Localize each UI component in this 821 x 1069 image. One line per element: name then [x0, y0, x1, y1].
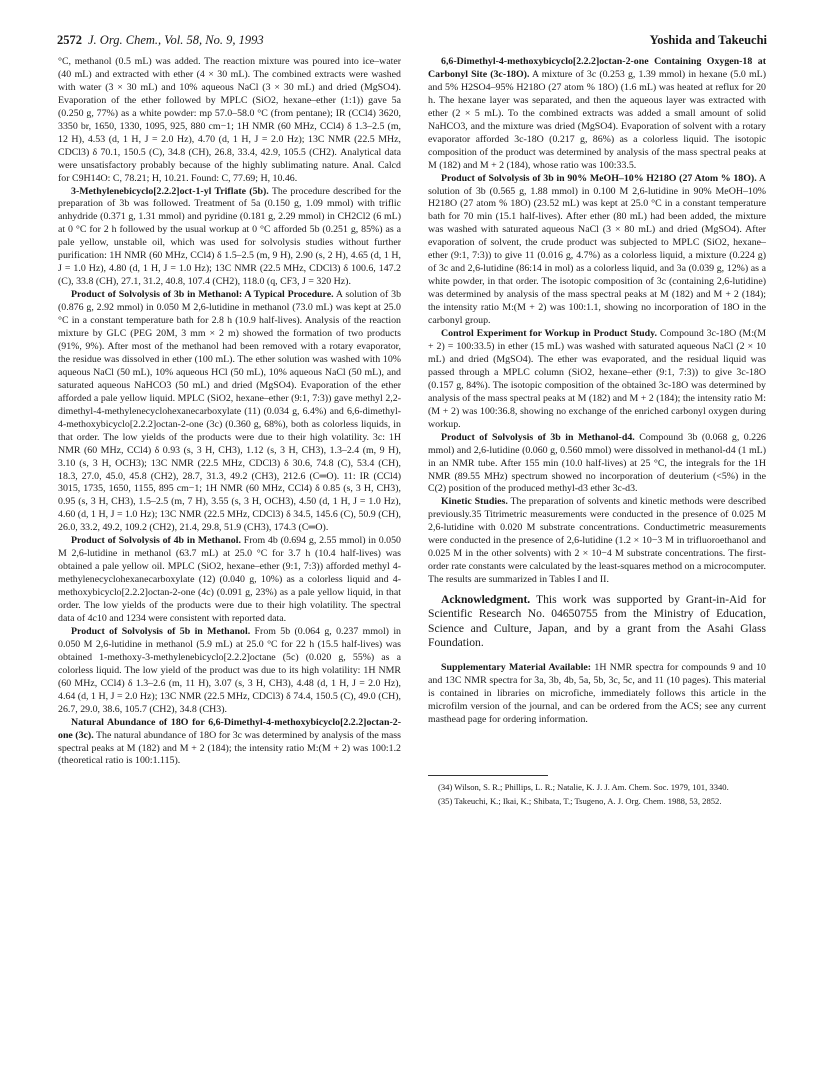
paragraph-heading: Product of Solvolysis of 3b in Methanol-d4.	[441, 431, 635, 443]
paragraph-text: °C, methanol (0.5 mL) was added. The reaction mixture was poured into ice–water (40 mL) and extracted with ether (4 × 30 mL). The combined extracts were washed with water (3 × 30 mL) and 10% aqueous NaCl (3 × 30 mL) and dried (MgSO4). Evaporation of the ether followed by MPLC (SiO2, hexane–ether (1:1)) gave 5a (0.250 g, 77%) as a white powder: mp 57.0–58.0 °C (from pentane); IR (CCl4) 3620, 3350 br, 1650, 1330, 1095, 925, 880 cm−1; 1H NMR (60 MHz, CCl4) δ 1.3–2.5 (m, 12 H), 4.53 (d, 1 H, J = 2.0 Hz), 4.70 (d, 1 H, J = 2.0 Hz); 13C NMR (22.5 MHz, CDCl3) δ 70.1, 150.5 (C), 34.8 (CH), 26.8, 33.4, 42.9, 105.5 (CH2). Analytical data were unsatisfactory probably because of the highly sublimating nature. Anal. Calcd for C9H14O: C, 78.21; H, 10.21. Found: C, 77.69; H, 10.46.	[58, 56, 401, 184]
footnote: (35) Takeuchi, K.; Ikai, K.; Shibata, T.; Tsugeno, A. J. Org. Chem. 1988, 53, 2852.	[438, 796, 722, 807]
paragraph-heading: 3-Methylenebicyclo[2.2.2]oct-1-yl Triflate (5b).	[71, 185, 269, 197]
paragraph-heading: Product of Solvolysis of 5b in Methanol.	[71, 625, 251, 637]
supplementary-heading: Supplementary Material Available:	[441, 662, 592, 674]
paragraph-text: A solution of 3b (0.876 g, 2.92 mmol) in 0.050 M 2,6-lutidine in methanol (73.0 mL) was kept at 25.0 °C in a constant temperature bath for 2.8 h (10.9 half-lives). Analysis of the reaction mixture by GLC (PEG 20M, 3 mm × 2 m) showed the formation of two products (91%, 9%). After most of the methanol had been removed with a rotary evaporator, the residue was dissolved in ether (100 mL). The ether solution was washed with 10% aqueous NaCl (50 mL), 10% aqueous HCl (50 mL), 10% aqueous NaCl (50 mL), and saturated aqueous NaHCO3 (50 mL) and dried (MgSO4). Evaporation of the ether afforded a pale yellow liquid. MPLC (SiO2, hexane–ether (9:1, 7:3)) gave methyl 2,2-dimethyl-4-methylenecyclohexanecarboxylate (11) (0.034 g, 6.4%) and 6,6-dimethyl-4-methoxybicyclo[2.2.2]octan-2-one (3c) (0.360 g, 68%), both as colorless liquids, in that order. The low yields of the products were due to their high volatility. 3c: 1H NMR (60 MHz, CCl4) δ 0.93 (s, 3 H, CH3), 1.12 (s, 3 H, CH3), 1.3–2.4 (m, 9 H), 3.10 (s, 3 H, OCH3); 13C NMR (22.5 MHz, CDCl3) δ 30.6, 74.8 (C), 53.4 (CH), 18.3, 27.0, 45.0, 45.8 (CH2), 28.7, 31.3, 49.2 (CH3), 212.6 (C═O). 11: IR (CCl4) 3015, 1735, 1650, 1155, 895 cm−1; 1H NMR (60 MHz, CCl4) δ 0.85 (s, 3 H, CH3), 0.95 (s, 3 H, CH3), 1.5–2.5 (m, 7 H), 3.55 (s, 3 H, OCH3), 4.50 (d, 1 H, J = 1.0 Hz), 4.60 (d, 1 H, J = 1.0 Hz); 13C NMR (22.5 MHz, CDCl3) δ 34.5, 145.6 (C), 50.9 (CH), 26.0, 33.2, 49.2, 109.2 (CH2), 21.4, 29.8, 51.9 (CH3), 174.3 (C═O).	[58, 289, 402, 534]
supplementary-material	[428, 662, 766, 727]
paragraph-heading: Kinetic Studies.	[441, 496, 508, 508]
right-column	[428, 56, 766, 810]
paragraph	[428, 173, 766, 328]
paragraph	[58, 717, 401, 769]
paragraph-text: The preparation of solvents and kinetic methods were described previously.35 Titrimetric measurements were conducted in the presence of 0.025 M 2,6-lutidine with 0.020 M substrate concentrations. Conductimetric measurements were conducted in the presence of 2,6-lutidine (1.2 × 10−3 M in trifluoroethanol and 0.025 M in the other solvents) with 2 × 10−4 M substrate concentrations. The first-order rate constants were calculated by the least-squares method on a microcomputer. The results are summarized in Tables I and II.	[428, 496, 766, 586]
paragraph-text: From 4b (0.694 g, 2.55 mmol) in 0.050 M 2,6-lutidine in methanol (63.7 mL) at 25.0 °C for 3.7 h (10.4 half-lives) was obtained a pale yellow oil. MPLC (SiO2, hexane–ether (9:1, 7:3)) afforded methyl 4-methylenecyclohexanecarboxylate (12) (0.040 g, 10%) as a colorless liquid and 4-methoxybicyclo[2.2.2]octan-2-one (4c) (0.091 g, 23%) as a pale yellow liquid, in that order. The low yields of the products were due to their high volatility. The spectral data of 4c10 and 1234 were consistent with reported data.	[58, 535, 401, 624]
footnote-divider	[428, 775, 548, 776]
paragraph	[58, 186, 401, 290]
paragraph-heading: Control Experiment for Workup in Product Study.	[441, 328, 657, 340]
paragraph-text: Compound 3b (0.068 g, 0.226 mmol) and 2,6-lutidine (0.060 g, 0.560 mmol) were dissolved in methanol-d4 (1 mL) in an NMR tube. After 155 min (10.0 half-lives) at 25 °C, the integrals for the 1H NMR (89.55 MHz) spectrum showed no incorporation of deuterium (<5%) in the C(2) position of the produced methyl-d3 ether 3c-d3.	[428, 431, 766, 495]
left-column	[58, 56, 401, 768]
paragraph-text: From 5b (0.064 g, 0.237 mmol) in 0.050 M 2,6-lutidine in methanol (5.9 mL) at 25.0 °C for 22 h (15.5 half-lives) was obtained 1-methoxy-3-methylenebicyclo[2.2.2]octane (5c) (0.020 g, 55%) as a colorless liquid. The low yield of the product was due to its high volatility: 1H NMR (60 MHz, CCl4) δ 1.3–2.6 (m, 11 H), 3.07 (s, 3 H, CH3), 4.48 (d, 1 H, J = 2.0 Hz), 4.64 (d, 1 H, J = 2.0 Hz); 13C NMR (22.5 MHz, CDCl3) δ 74.4, 150.5 (C), 49.0 (CH), 26.7, 29.0, 38.6, 105.7 (CH2), 34.8 (CH3).	[58, 625, 401, 715]
paragraph-heading: Natural Abundance of 18O for 6,6-Dimethyl-4-methoxybicyclo[2.2.2]octan-2-one (3c).	[58, 716, 401, 741]
paragraph-heading: Product of Solvolysis of 4b in Methanol.	[71, 535, 241, 547]
paragraph	[428, 432, 766, 497]
paragraph-text: The procedure described for the preparation of 3b was followed. Treatment of 5a (0.150 g, 1.09 mmol) with triflic anhydride (0.371 g, 1.31 mmol) and pyridine (0.181 g, 2.29 mmol) in CH2Cl2 (6 mL) at 0 °C for 2 h followed by the usual workup at 0 °C afforded 5b (0.251 g, 85%) as a pale yellow, unstable oil, which was used for solvolysis studies without further purification: 1H NMR (60 MHz, CCl4) δ 1.5–2.5 (m, 9 H), 2.90 (s, 2 H), 4.65 (d, 1 H, J = 1.0 Hz), 4.80 (d, 1 H, J = 1.0 Hz); 13C NMR (22.5 MHz, CDCl3) δ 100.6, 147.2 (C), 33.8 (CH), 27.1, 31.2, 40.8, 107.4 (CH2), 118.0 (q, CF3, J = 320 Hz).	[58, 185, 401, 288]
paragraph-heading: Product of Solvolysis of 3b in 90% MeOH–10% H218O (27 Atom % 18O).	[441, 172, 757, 184]
paragraph	[58, 626, 401, 717]
paragraph-text: Compound 3c-18O (M:(M + 2) = 100:33.5) in ether (15 mL) was washed with saturated aqueous NaCl (2 × 10 mL) and dried (MgSO4). The ether was evaporated, and the residual liquid was passed through a MPLC column (SiO2, hexane–ether (9:1, 7:3)) to give 3c-18O (0.157 g, 84%). The isotopic composition of the obtained 3c-18O was determined by analysis of the mass spectral peaks at M (182) and M + 2 (184); the intensity ratio M:(M + 2) was 100:36.8, showing no exchange of the enriched carbonyl oxygen during workup.	[428, 328, 767, 430]
paragraph-heading: 6,6-Dimethyl-4-methoxybicyclo[2.2.2]octan-2-one Containing Oxygen-18 at Carbonyl Site (3c-18O).	[428, 56, 766, 80]
paragraph-heading: Product of Solvolysis of 3b in Methanol: A Typical Procedure.	[71, 289, 334, 301]
paragraph	[428, 56, 766, 173]
paragraph	[428, 328, 766, 432]
journal-citation: J. Org. Chem., Vol. 58, No. 9, 1993	[88, 33, 264, 47]
paragraph	[58, 535, 401, 626]
header-left	[57, 33, 264, 48]
paragraph	[58, 289, 401, 535]
acknowledgment-heading: Acknowledgment.	[441, 593, 531, 607]
acknowledgment-text: This work was supported by Grant-in-Aid for Scientific Research No. 04650755 from the Ministry of Education, Science and Culture, Japan, and by a grant from the Asahi Glass Foundation.	[428, 593, 766, 650]
header-authors: Yoshida and Takeuchi	[649, 33, 767, 47]
acknowledgment	[428, 593, 766, 651]
supplementary-text: 1H NMR spectra for compounds 9 and 10 and 13C NMR spectra for 3a, 3b, 4b, 5a, 5b, 3c, 5c, and 11 (10 pages). This material is contained in libraries on microfiche, immediately follows this article in the microfilm version of the journal, and can be ordered from the ACS; see any current masthead page for ordering information.	[428, 662, 766, 726]
paragraph	[428, 496, 766, 587]
page-number: 2572	[57, 33, 82, 47]
paragraph	[58, 56, 401, 186]
footnote: (34) Wilson, S. R.; Phillips, L. R.; Natalie, K. J. J. Am. Chem. Soc. 1979, 101, 3340.	[438, 782, 729, 793]
running-header	[57, 33, 767, 53]
paragraph-text: A solution of 3b (0.565 g, 1.88 mmol) in 0.100 M 2,6-lutidine in 90% MeOH–10% H218O (27 atom % 18O) (23.52 mL) was kept at 25.0 °C in a constant temperature bath for 70 min (15.1 half-lives). After ether (80 mL) had been added, the mixture was washed with saturated aqueous NaCl (3 × 80 mL) and dried (MgSO4). After evaporation of solvent, the crude product was subjected to MPLC (SiO2, hexane–ether (9:1, 7:3)) to give 11 (0.016 g, 4.7%) as a colorless liquid, a mixture (0.224 g) of 3c and 2,6-lutidine (86:14 in mol) as a colorless liquid, and 3a (0.039 g, 12%) as a white powder, in that order. The isotopic composition of 3c (containing 2,6-lutidine) was determined by analysis of the mass spectral peaks at M (182) and M + 2 (184); the intensity ratio M:(M + 2) was 100:1.1, showing no incorporation of 18O in the carbonyl group.	[428, 172, 766, 327]
paragraph-text: A mixture of 3c (0.253 g, 1.39 mmol) in hexane (5.0 mL) and 5% H2SO4–95% H218O (27 atom % 18O) (1.6 mL) was heated at reflux for 20 h. The hexane layer was separated, and then the aqueous layer was extracted with ether (2 × 5 mL). To the combined extracts was added a small amount of solid NaHCO3, and the mixture was dried (MgSO4). Evaporation of solvent with a rotary evaporator afforded 3c-18O (0.217 g, 86%) as a colorless liquid. The isotopic composition of the product was determined by analysis of the mass spectral peaks at M (182) and M + 2 (184), whose ratio was 100:33.5.	[428, 68, 766, 171]
paragraph-text: The natural abundance of 18O for 3c was determined by analysis of the mass spectral peaks at M (182) and M + 2 (184); the intensity ratio M:(M + 2) was 100:1.2 (theoretical ratio is 100:1.115).	[58, 729, 401, 767]
